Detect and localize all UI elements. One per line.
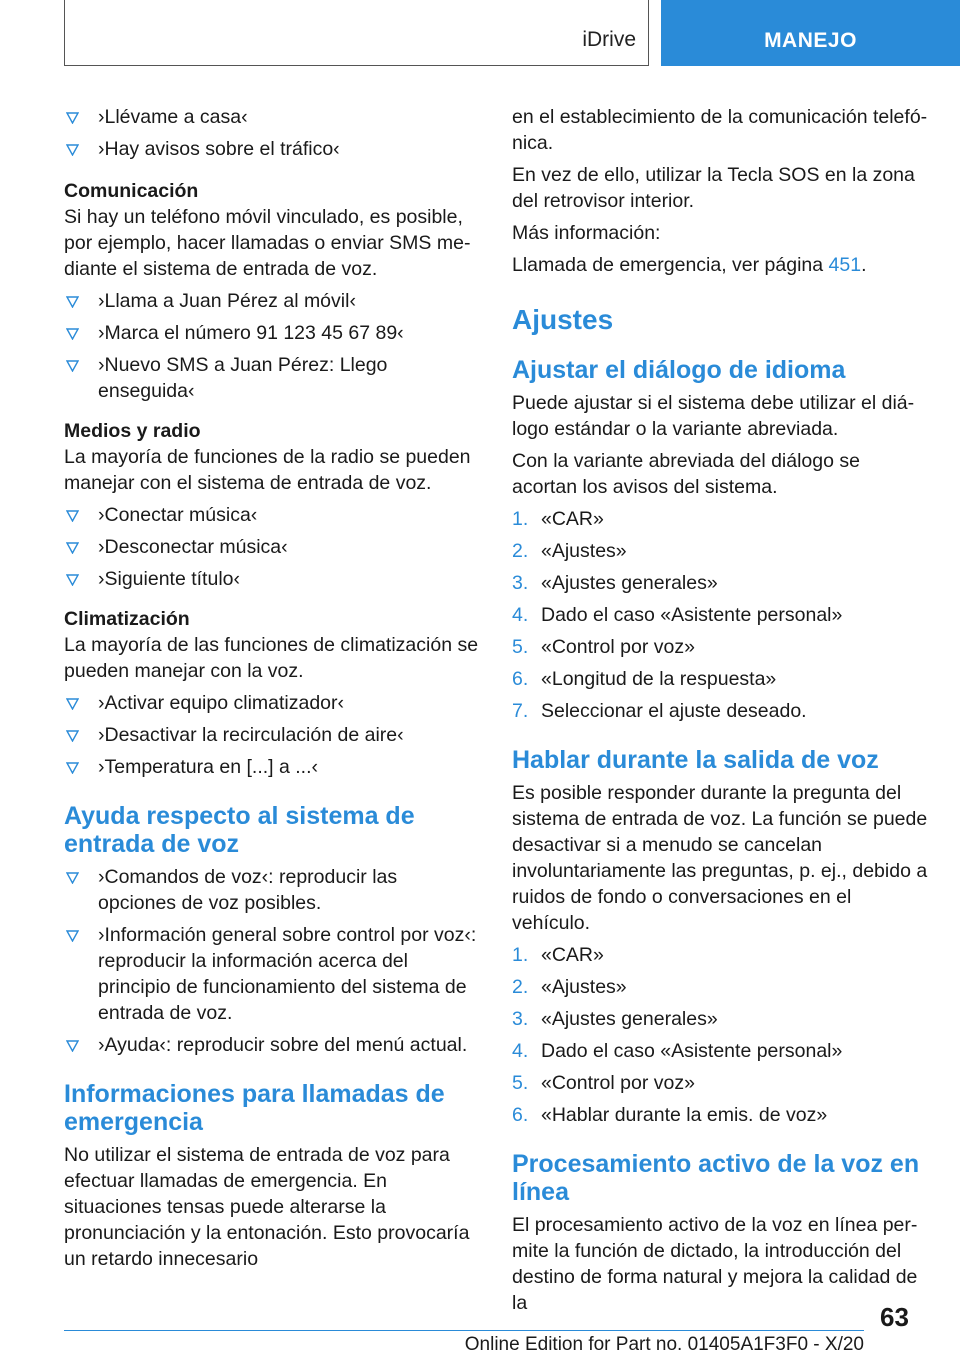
media-text: La mayoría de funciones de la radio se pueden manejar con el sistema de entrada de voz.: [64, 446, 471, 494]
communication-list: [64, 288, 480, 404]
emergency-text: No utilizar el sistema de entrada de voz para efectuar llamadas de emergencia. En situaciones tensas puede alterarse la pronunciación y la entonación. Esto provocaría un retardo innecesario: [64, 1144, 470, 1270]
list-item: 6. «Longitud de la respuesta»: [512, 668, 777, 690]
list-item: ›Desconectar música‹: [64, 534, 480, 560]
list-item: 6. «Hablar durante la emis. de voz»: [512, 1104, 828, 1126]
online-text: El procesamiento activo de la voz en línea permite la función de dictado, la introducción del destino de forma natural y mejora la calidad de la: [512, 1214, 918, 1314]
page-number: 63: [880, 1302, 909, 1332]
list-item: ›Temperatura en [...] a ...‹: [64, 754, 480, 780]
footer-divider: [64, 1330, 864, 1331]
dialog-steps: [512, 506, 928, 724]
triangle-bullet-icon: [66, 112, 79, 124]
more-info-label: Más información:: [512, 222, 661, 244]
communication-text: Si hay un teléfono móvil vinculado, es posible, por ejemplo, hacer llamadas o enviar SMS mediante el sistema de entrada de voz.: [64, 206, 471, 280]
triangle-bullet-icon: [66, 872, 79, 884]
climate-list: [64, 690, 480, 780]
page-link[interactable]: 451: [828, 254, 862, 276]
online-heading: Procesamiento activo de la voz en línea: [512, 1150, 920, 1206]
media-list: [64, 502, 480, 592]
list-item: ›Llama a Juan Pérez al móvil‹: [64, 288, 480, 314]
list-item: ›Desactivar la recirculación de aire‹: [64, 722, 480, 748]
list-item: ›Información general sobre control por voz‹: reproducir la información acerca del principio de funcionamiento del sistema de entrada de voz.: [64, 922, 480, 1026]
triangle-bullet-icon: [66, 730, 79, 742]
step-number: 2.: [512, 976, 529, 998]
triangle-bullet-icon: [66, 328, 79, 340]
list-item: 3. «Ajustes generales»: [512, 1008, 718, 1030]
step-number: 4.: [512, 1040, 529, 1062]
left-column: [64, 104, 480, 1278]
header-chapter-box: [64, 0, 649, 66]
triangle-bullet-icon: [66, 144, 79, 156]
talk-text: Es posible responder durante la pregunta del sistema de entrada de voz. La función se puede desactivar si a menudo se cancelan involuntariamente las preguntas, p. ej., debido a ruidos de fondo o conversaciones en el vehículo.: [512, 782, 928, 934]
header-section-tab: [661, 0, 960, 66]
triangle-bullet-icon: [66, 360, 79, 372]
triangle-bullet-icon: [66, 930, 79, 942]
list-item: ›Conectar música‹: [64, 502, 480, 528]
settings-heading: Ajustes: [512, 304, 614, 335]
list-item: ›Activar equipo climatizador‹: [64, 690, 480, 716]
emergency-heading: Informaciones para llamadas de emergencia: [64, 1080, 445, 1136]
list-item: 1. «CAR»: [512, 944, 604, 966]
list-item: 7. Seleccionar el ajuste deseado.: [512, 700, 807, 722]
list-item: 4. Dado el caso «Asistente personal»: [512, 1040, 843, 1062]
step-number: 1.: [512, 944, 529, 966]
list-item: 4. Dado el caso «Asistente personal»: [512, 604, 843, 626]
triangle-bullet-icon: [66, 698, 79, 710]
list-item: 1. «CAR»: [512, 508, 604, 530]
sos-text: En vez de ello, utilizar la Tecla SOS en la zona del retrovisor interior.: [512, 164, 915, 212]
emergency-reference: Llamada de emergencia, ver página 451.: [512, 254, 867, 276]
help-list: [64, 864, 480, 1058]
step-number: 4.: [512, 604, 529, 626]
step-number: 2.: [512, 540, 529, 562]
step-number: 7.: [512, 700, 529, 722]
triangle-bullet-icon: [66, 1040, 79, 1052]
voice-command-list: [64, 104, 480, 162]
climate-heading: Climatización: [64, 608, 190, 630]
step-number: 6.: [512, 668, 529, 690]
list-item: ›Ayuda‹: reproducir sobre del menú actual.: [64, 1032, 480, 1058]
communication-heading: Comunicación: [64, 180, 199, 202]
dialog-text-2: Con la variante abreviada del diálogo se acortan los avisos del sistema.: [512, 450, 860, 498]
triangle-bullet-icon: [66, 542, 79, 554]
right-column: [512, 104, 928, 1322]
help-heading: Ayuda respecto al sistema de entrada de voz: [64, 802, 415, 858]
list-item: 5. «Control por voz»: [512, 636, 695, 658]
list-item: ›Llévame a casa‹: [64, 104, 480, 130]
step-number: 3.: [512, 1008, 529, 1030]
continuation-text: en el establecimiento de la comunicación telefónica.: [512, 106, 928, 154]
list-item: 3. «Ajustes generales»: [512, 572, 718, 594]
triangle-bullet-icon: [66, 296, 79, 308]
dialog-heading: Ajustar el diálogo de idioma: [512, 356, 846, 384]
chapter-title: iDrive: [582, 28, 636, 51]
section-title: MANEJO: [764, 29, 857, 52]
step-number: 5.: [512, 1072, 529, 1094]
step-number: 3.: [512, 572, 529, 594]
step-number: 6.: [512, 1104, 529, 1126]
list-item: 2. «Ajustes»: [512, 540, 627, 562]
climate-text: La mayoría de las funciones de climatización se pueden manejar con la voz.: [64, 634, 479, 682]
triangle-bullet-icon: [66, 762, 79, 774]
step-number: 5.: [512, 636, 529, 658]
dialog-text-1: Puede ajustar si el sistema debe utilizar el diálogo estándar o la variante abreviada.: [512, 392, 915, 440]
media-heading: Medios y radio: [64, 420, 201, 442]
list-item: ›Comandos de voz‹: reproducir las opciones de voz posibles.: [64, 864, 480, 916]
talk-steps: [512, 942, 928, 1128]
triangle-bullet-icon: [66, 510, 79, 522]
talk-heading: Hablar durante la salida de voz: [512, 746, 879, 774]
list-item: ›Siguiente título‹: [64, 566, 480, 592]
edition-text: Online Edition for Part no. 01405A1F3F0 - X/20: [464, 1334, 864, 1355]
list-item: ›Hay avisos sobre el tráfico‹: [64, 136, 480, 162]
step-number: 1.: [512, 508, 529, 530]
list-item: ›Marca el número 91 123 45 67 89‹: [64, 320, 480, 346]
list-item: ›Nuevo SMS a Juan Pérez: Llego enseguida‹: [64, 352, 480, 404]
list-item: 2. «Ajustes»: [512, 976, 627, 998]
list-item: 5. «Control por voz»: [512, 1072, 695, 1094]
triangle-bullet-icon: [66, 574, 79, 586]
